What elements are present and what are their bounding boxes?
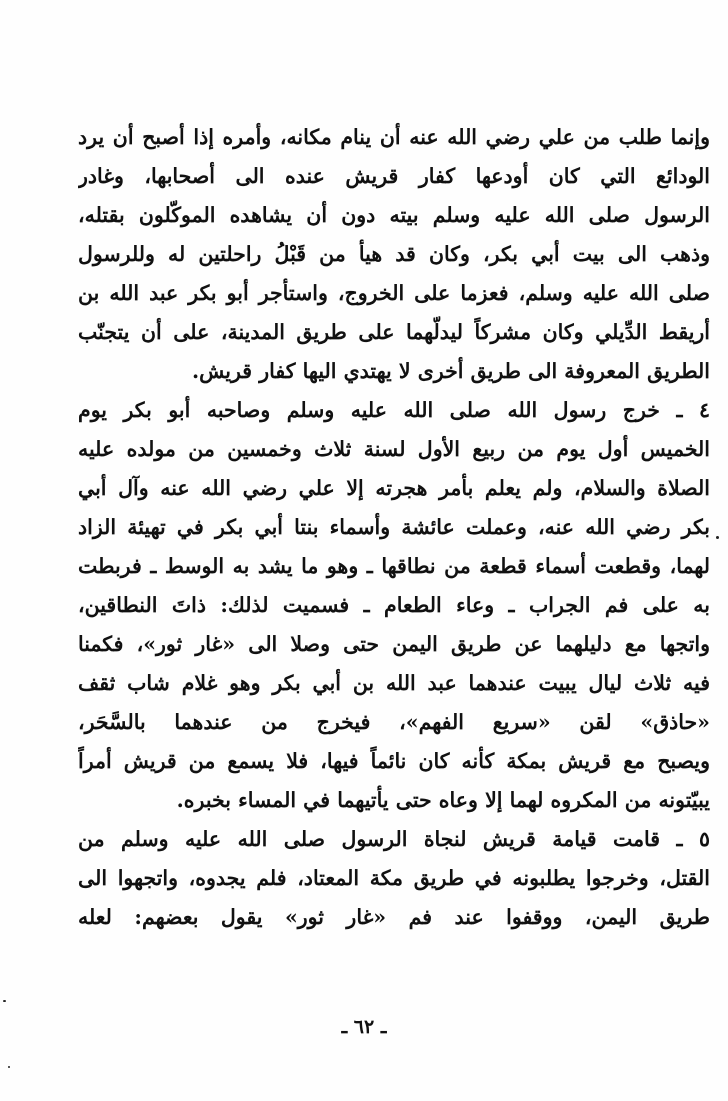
text-line: طريق اليمن، ووقفوا عند فم «غار ثور» يقول بعضهم: لعله — [78, 905, 710, 929]
text-line: ٥ ـ قامت قيامة قريش لنجاة الرسول صلى الله عليه وسلم من — [78, 827, 710, 851]
text-line: «حاذق» لقن «سريع الفهم»، فيخرج من عندهما بالسَّحَر، — [78, 710, 710, 734]
text-line: الطريق المعروفة الى طريق أخرى لا يهتدي اليها كفار قريش. — [192, 359, 710, 383]
text-line: ٤ ـ خرج رسول الله صلى الله عليه وسلم وصاحبه أبو بكر يوم — [78, 398, 710, 422]
text-line: ويصبح مع قريش بمكة كأنه كان نائماً فيها، فلا يسمع من قريش أمراً — [78, 749, 710, 773]
scan-speck — [8, 1066, 10, 1068]
text-line: الصلاة والسلام، ولم يعلم بأمر هجرته إلا علي رضي الله عنه وآل أبي — [78, 476, 710, 500]
text-line: القتل، وخرجوا يطلبونه في طريق مكة المعتاد، فلم يجدوه، واتجهوا الى — [78, 866, 710, 890]
scan-speck — [3, 1000, 6, 1002]
text-line: واتجها مع دليلهما عن طريق اليمن حتى وصلا الى «غار ثور»، فكمنا — [78, 632, 710, 656]
text-line: به على فم الجراب ـ وعاء الطعام ـ فسميت لذلك: ذاتَ النطاقين، — [78, 593, 710, 617]
text-line: بكر رضي الله عنه، وعملت عائشة وأسماء بنتا أبي بكر في تهيئة الزاد — [78, 515, 710, 539]
text-line: أريقط الدِّيلي وكان مشركاً ليدلّهما على طريق المدينة، على أن يتجنّب — [78, 320, 710, 344]
text-line: الرسول صلى الله عليه وسلم بيته دون أن يشاهده الموكّلون بقتله، — [78, 203, 710, 227]
page-number: ـ ٦٢ ـ — [341, 1016, 387, 1038]
text-line: صلى الله عليه وسلم، فعزما على الخروج، واستأجر أبو بكر عبد الله بن — [78, 281, 710, 305]
text-line: لهما، وقطعت أسماء قطعة من نطاقها ـ وهو ما يشد به الوسط ـ فربطت — [78, 554, 710, 578]
body-text — [78, 118, 710, 937]
text-line: يبيّتونه من المكروه لهما إلا وعاه حتى يأتيهما في المساء بخبره. — [176, 788, 710, 812]
text-line: وإنما طلب من علي رضي الله عنه أن ينام مكانه، وأمره إذا أصبح أن يرد — [78, 125, 710, 149]
text-line: الودائع التي كان أودعها كفار قريش عنده الى أصحابها، وغادر — [78, 164, 710, 188]
scan-speck — [716, 536, 719, 539]
text-line: فيه ثلاث ليال يبيت عندهما عبد الله بن أبي بكر وهو غلام شاب ثقف — [78, 671, 710, 695]
text-line: الخميس أول يوم من ربيع الأول لسنة ثلاث وخمسين من مولده عليه — [78, 437, 710, 461]
text-line: وذهب الى بيت أبي بكر، وكان قد هيأ من قَبْلُ راحلتين له وللرسول — [78, 242, 710, 266]
